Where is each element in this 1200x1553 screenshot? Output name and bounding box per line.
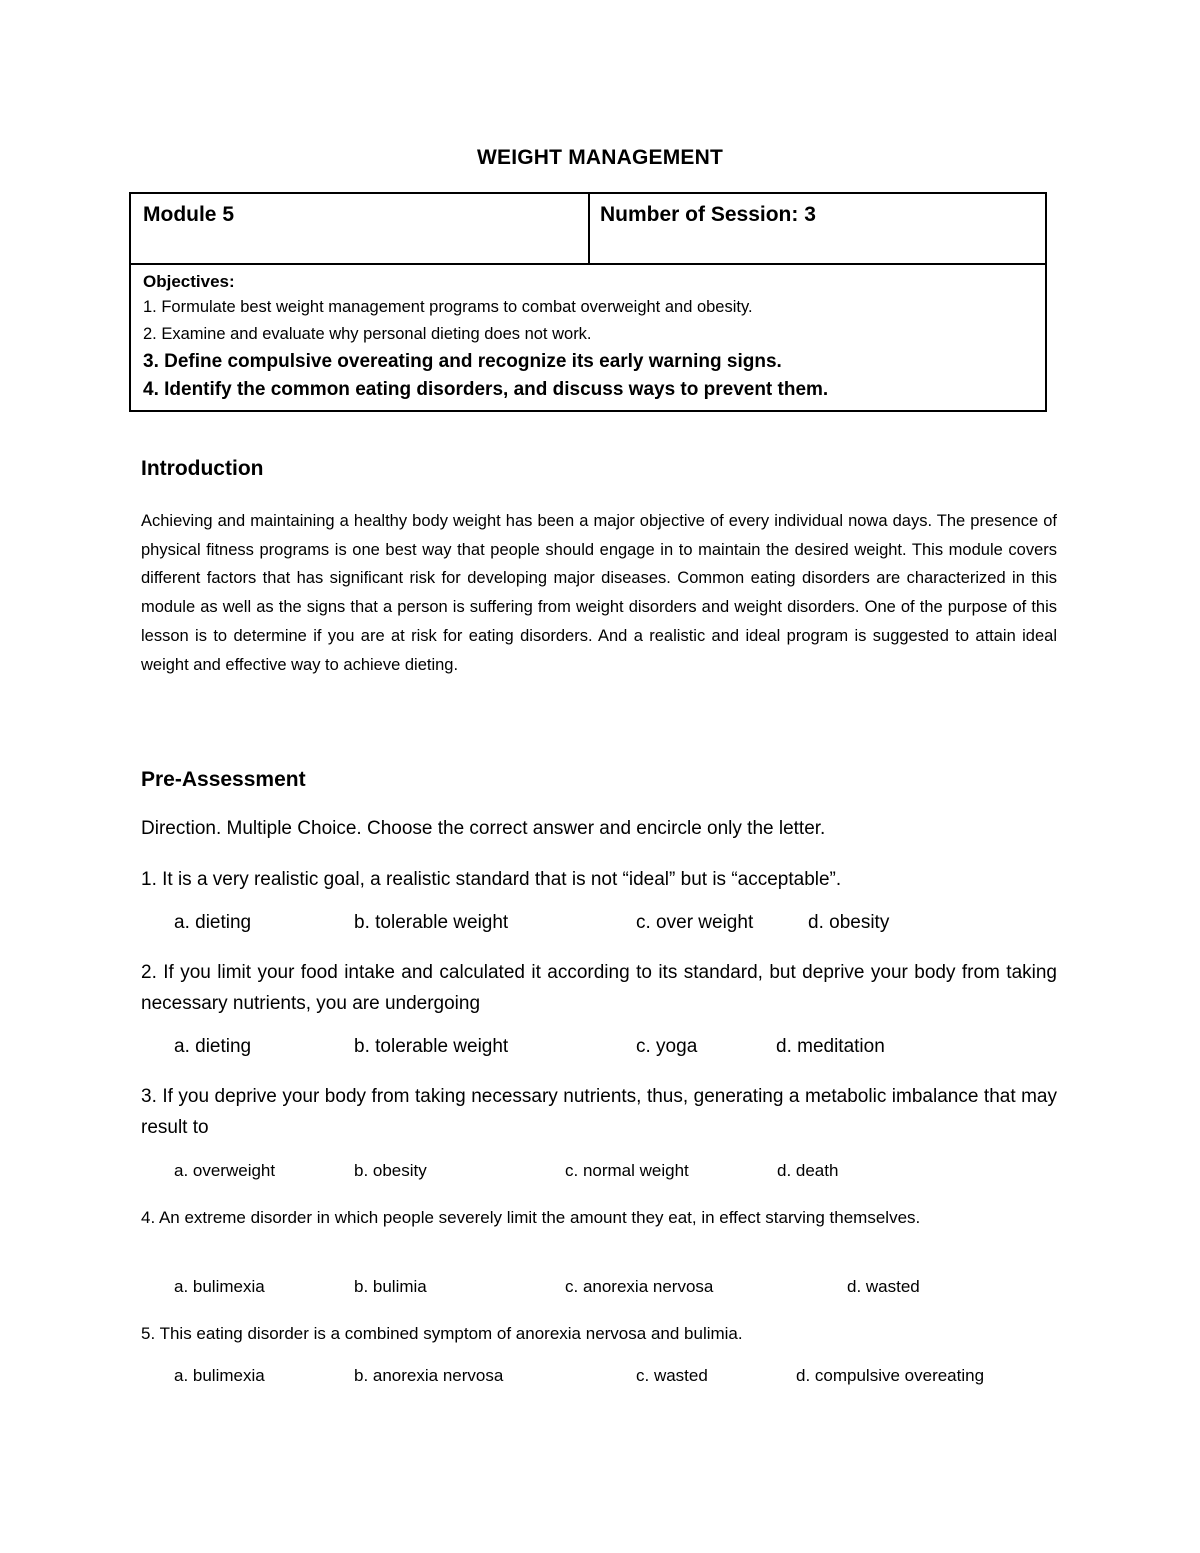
- question-2-choices: [0, 1036, 1200, 1066]
- objective-item: 3. Define compulsive overeating and recognize its early warning signs.: [143, 351, 782, 372]
- document-title: WEIGHT MANAGEMENT: [476, 146, 724, 169]
- objective-item: 1. Formulate best weight management programs to combat overweight and obesity.: [143, 298, 753, 316]
- choice-a: a. dieting: [174, 912, 252, 933]
- choice-c: c. wasted: [636, 1366, 708, 1385]
- choice-b: b. anorexia nervosa: [354, 1366, 504, 1385]
- objective-item: 4. Identify the common eating disorders, and discuss ways to prevent them.: [143, 379, 829, 400]
- question-3: 3. If you deprive your body from taking necessary nutrients, thus, generating a metabolic imbalance that may result to: [141, 1086, 1057, 1138]
- module-number: Module 5: [131, 194, 590, 263]
- choice-b: b. tolerable weight: [354, 1036, 509, 1057]
- introduction-heading: Introduction: [141, 457, 264, 480]
- module-info-table: [129, 192, 1047, 412]
- choice-b: b. bulimia: [354, 1277, 427, 1296]
- objectives-cell: [131, 265, 1045, 410]
- question-5-choices: [0, 1366, 1200, 1396]
- choice-d: d. obesity: [808, 912, 890, 933]
- question-4-choices: [0, 1277, 1200, 1307]
- pre-assessment-heading: Pre-Assessment: [141, 768, 306, 791]
- question-4: 4. An extreme disorder in which people severely limit the amount they eat, in effect starving themselves.: [141, 1208, 921, 1227]
- choice-c: c. yoga: [636, 1036, 698, 1057]
- choice-c: c. anorexia nervosa: [565, 1277, 714, 1296]
- choice-c: c. normal weight: [565, 1161, 689, 1180]
- module-info-header-row: [131, 194, 1045, 265]
- introduction-paragraph: Achieving and maintaining a healthy body weight has been a major objective of every individual nowa days. The presence of physical fitness programs is one best way that people should engage in to maintain the desired weight. This module covers different factors that has significant risk for developing major diseases. Common eating disorders are characterized in this module as well as the signs that a person is suffering from weight disorders and weight disorders. One of the purpose of this lesson is to determine if you are at risk for eating disorders. And a realistic and ideal program is suggested to attain ideal weight and effective way to achieve dieting.: [141, 512, 1057, 674]
- choice-a: a. bulimexia: [174, 1366, 265, 1385]
- choice-a: a. dieting: [174, 1036, 252, 1057]
- choice-a: a. bulimexia: [174, 1277, 265, 1296]
- objectives-label: Objectives:: [143, 272, 235, 291]
- assessment-direction: Direction. Multiple Choice. Choose the correct answer and encircle only the letter.: [141, 818, 826, 839]
- choice-d: d. death: [777, 1161, 839, 1180]
- question-1-choices: [0, 912, 1200, 942]
- question-1: 1. It is a very realistic goal, a realistic standard that is not “ideal” but is “acceptable”.: [141, 869, 842, 890]
- choice-b: b. tolerable weight: [354, 912, 509, 933]
- choice-b: b. obesity: [354, 1161, 427, 1180]
- choice-d: d. compulsive overeating: [796, 1366, 985, 1385]
- objective-item: 2. Examine and evaluate why personal dieting does not work.: [143, 325, 592, 343]
- choice-c: c. over weight: [636, 912, 754, 933]
- question-5: 5. This eating disorder is a combined symptom of anorexia nervosa and bulimia.: [141, 1324, 743, 1343]
- question-2: 2. If you limit your food intake and calculated it according to its standard, but deprive your body from taking necessary nutrients, you are undergoing: [141, 962, 1057, 1014]
- choice-a: a. overweight: [174, 1161, 276, 1180]
- choice-d: d. meditation: [776, 1036, 885, 1057]
- question-3-choices: [0, 1161, 1200, 1191]
- choice-d: d. wasted: [847, 1277, 920, 1296]
- session-count: Number of Session: 3: [600, 203, 816, 226]
